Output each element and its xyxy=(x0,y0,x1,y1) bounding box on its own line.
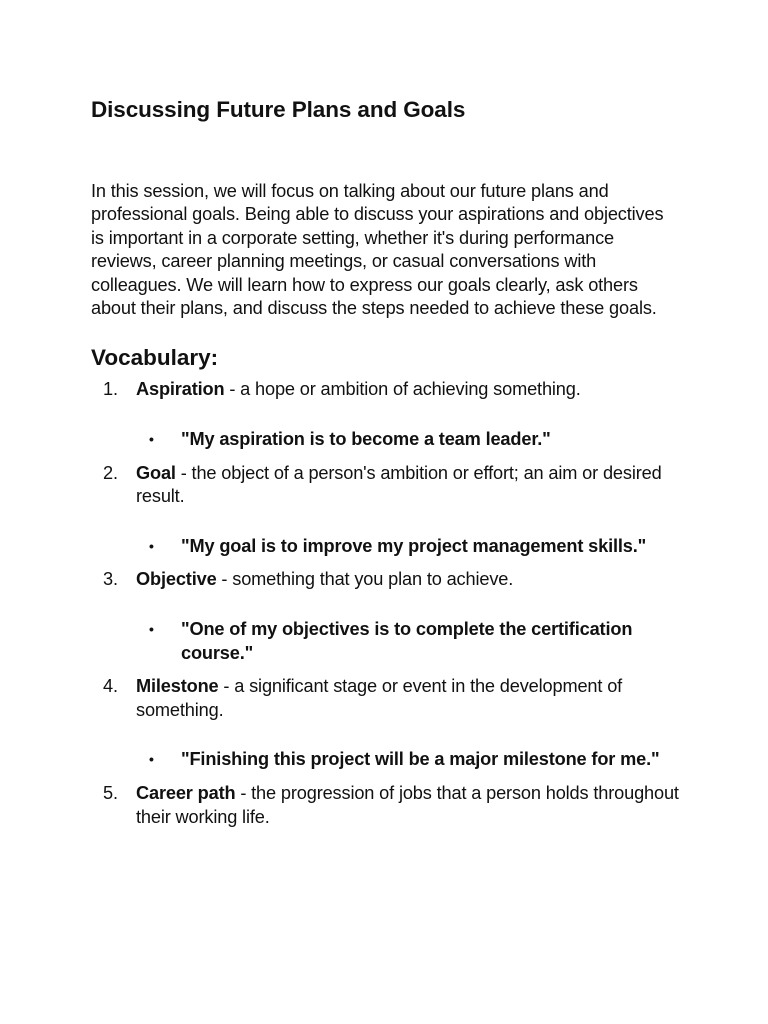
example-text: "One of my objectives is to complete the certification course." xyxy=(181,619,633,663)
item-number: 3. xyxy=(103,569,118,590)
bullet-icon: • xyxy=(149,537,154,554)
bullet-icon: • xyxy=(149,621,154,637)
vocab-definition: - the object of a person's ambition or effort; an aim or desired result. xyxy=(136,462,662,507)
vocab-term: Objective xyxy=(136,569,217,590)
example-text: "My goal is to improve my project management skills." xyxy=(181,535,647,556)
item-number: 4. xyxy=(103,676,118,697)
vocab-example xyxy=(136,535,681,559)
intro-paragraph: In this session, we will focus on talking about our future plans and professional goals. Being able to discuss your aspirations and objectives is important in a corporate setting, whether it's during performance reviews, career planning meetings, or casual conversations with colleagues. We will learn how to express our goals clearly, ask others about their plans, and discuss the steps needed to achieve these goals. xyxy=(91,181,664,319)
vocab-item-objective xyxy=(91,568,681,665)
example-text: "My aspiration is to become a team leader." xyxy=(181,429,551,450)
vocab-term: Aspiration xyxy=(136,379,225,400)
vocabulary-list xyxy=(91,378,681,829)
vocabulary-heading: Vocabulary: xyxy=(91,345,219,371)
vocab-example xyxy=(136,428,681,452)
vocab-definition: - the progression of jobs that a person holds throughout their working life. xyxy=(136,782,679,827)
vocab-item-career-path xyxy=(91,782,681,829)
vocab-definition: - a significant stage or event in the development of something. xyxy=(136,676,623,720)
item-number: 1. xyxy=(103,379,118,400)
vocab-item-goal xyxy=(91,462,681,559)
page-title: Discussing Future Plans and Goals xyxy=(91,97,466,122)
bullet-icon: • xyxy=(149,431,154,448)
document-page xyxy=(91,94,681,839)
vocab-term: Goal xyxy=(136,462,176,483)
vocab-term: Career path xyxy=(136,782,236,803)
vocab-example xyxy=(136,748,681,772)
vocab-item-milestone xyxy=(91,675,681,772)
item-number: 2. xyxy=(103,462,118,483)
vocab-term: Milestone xyxy=(136,676,219,697)
bullet-icon: • xyxy=(149,751,154,768)
vocab-definition: - a hope or ambition of achieving something. xyxy=(224,379,581,400)
vocab-item-aspiration xyxy=(91,378,681,451)
vocab-example xyxy=(136,618,681,665)
vocab-definition: - something that you plan to achieve. xyxy=(216,569,514,590)
item-number: 5. xyxy=(103,782,118,803)
example-text: "Finishing this project will be a major milestone for me." xyxy=(181,749,660,770)
